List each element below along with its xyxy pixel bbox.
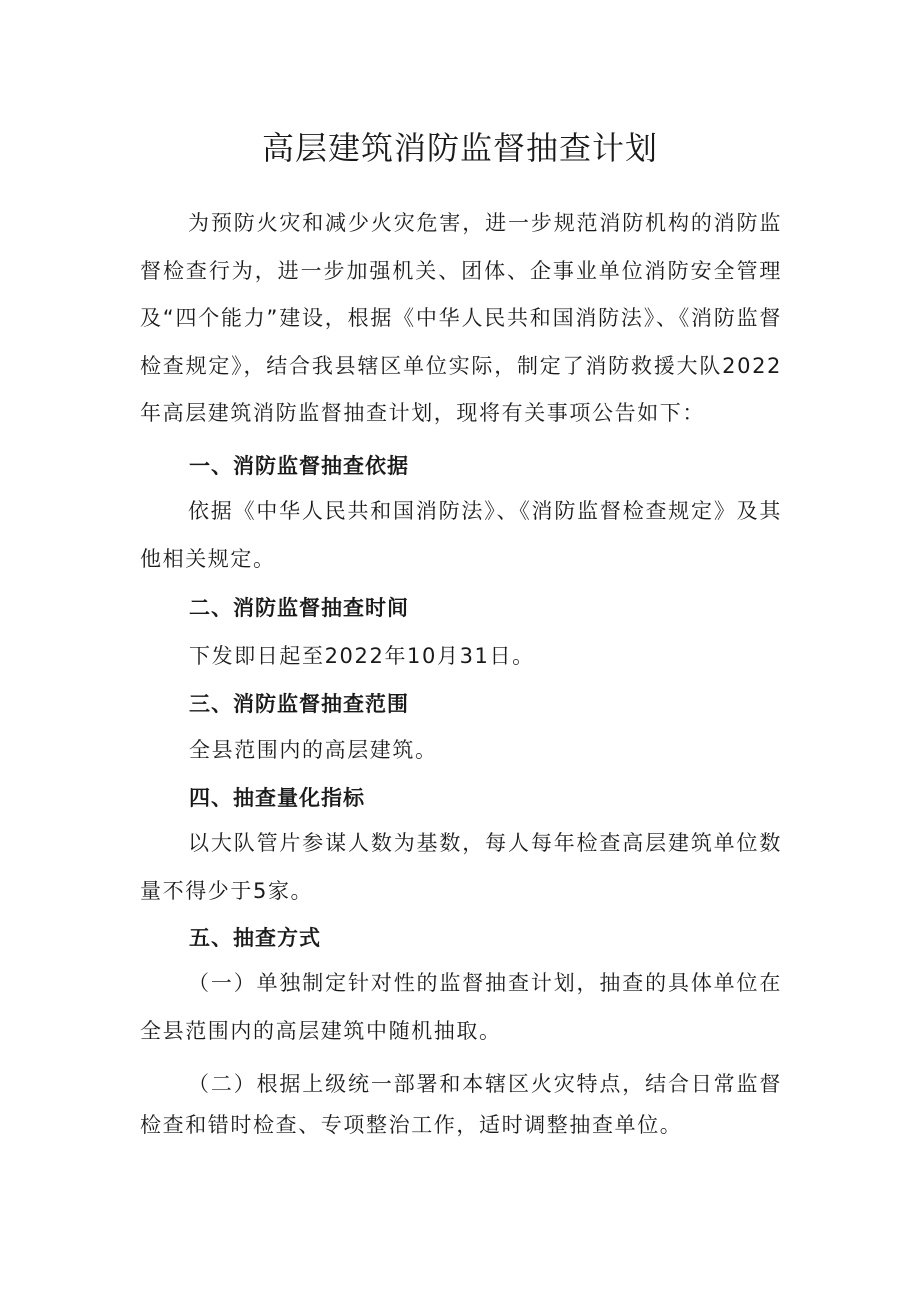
section-body-indicator: 以大队管片参谋人数为基数，每人每年检查高层建筑单位数量不得少于5家。 <box>140 831 782 903</box>
section-body-time: 下发即日起至2022年10月31日。 <box>189 644 535 668</box>
section-heading-method: 五、抽查方式 <box>189 926 321 950</box>
method-item-2: （二）根据上级统一部署和本辖区火灾特点，结合日常监督检查和错时检查、专项整治工作，适时调整抽查单位。 <box>140 1072 782 1137</box>
intro-paragraph: 为预防火灾和减少火灾危害，进一步规范消防机构的消防监督检查行为，进一步加强机关、团体、企事业单位消防安全管理及“四个能力”建设，根据《中华人民共和国消防法》、《消防监督检查规定》，结合我县辖区单位实际，制定了消防救援大队2022年高层建筑消防监督抽查计划，现将有关事项公告如下： <box>140 211 782 425</box>
section-heading-time: 二、消防监督抽查时间 <box>189 596 409 620</box>
section-body-basis: 依据《中华人民共和国消防法》、《消防监督检查规定》及其他相关规定。 <box>140 499 782 571</box>
document-title: 高层建筑消防监督抽查计划 <box>261 129 658 167</box>
section-heading-scope: 三、消防监督抽查范围 <box>189 692 409 716</box>
section-heading-indicator: 四、抽查量化指标 <box>189 786 365 810</box>
section-heading-basis: 一、消防监督抽查依据 <box>189 454 409 478</box>
method-item-1: （一）单独制定针对性的监督抽查计划，抽查的具体单位在全县范围内的高层建筑中随机抽取。 <box>140 971 782 1043</box>
section-body-scope: 全县范围内的高层建筑。 <box>189 738 438 762</box>
